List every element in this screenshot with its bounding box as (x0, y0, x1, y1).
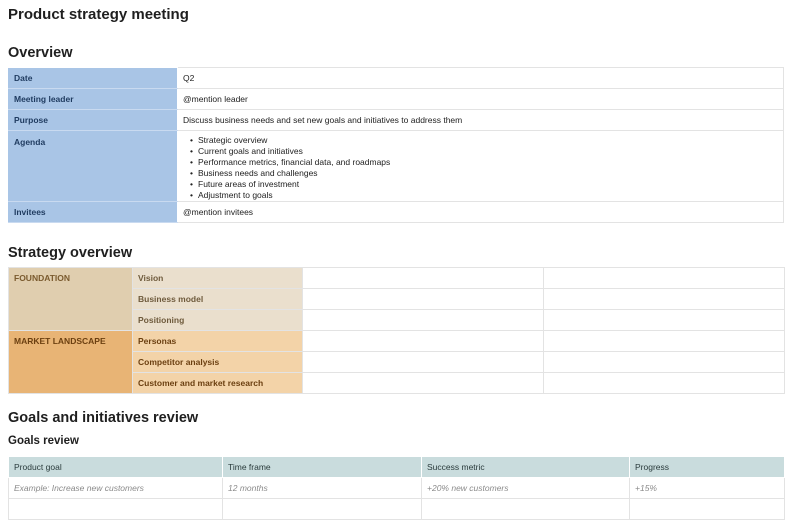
strategy-cell[interactable] (303, 373, 544, 394)
strategy-row (9, 331, 785, 352)
overview-value[interactable]: Q2 (178, 68, 784, 89)
overview-table (8, 67, 784, 223)
strategy-item-personas: Personas (133, 331, 303, 352)
table-cell[interactable]: 12 months (223, 478, 422, 499)
market-landscape-label: MARKET LANDSCAPE (9, 331, 133, 394)
overview-value[interactable]: @mention leader (178, 89, 784, 110)
column-header-success-metric: Success metric (422, 457, 630, 478)
overview-value[interactable]: @mention invitees (178, 202, 784, 223)
strategy-item-customer-market-research: Customer and market research (133, 373, 303, 394)
strategy-cell[interactable] (303, 268, 544, 289)
foundation-label: FOUNDATION (9, 268, 133, 331)
overview-key: Invitees (9, 202, 178, 223)
agenda-list (183, 135, 778, 201)
table-cell[interactable] (223, 499, 422, 520)
agenda-item: • Current goals and initiatives (198, 146, 778, 157)
agenda-item: • Future areas of investment (198, 179, 778, 190)
overview-heading: Overview (8, 45, 73, 61)
overview-row-purpose (9, 110, 784, 131)
table-cell[interactable]: +20% new customers (422, 478, 630, 499)
goals-example-row (9, 478, 785, 499)
page-title: Product strategy meeting (8, 6, 189, 23)
table-cell[interactable] (422, 499, 630, 520)
overview-row-meeting-leader (9, 89, 784, 110)
strategy-cell[interactable] (544, 268, 785, 289)
strategy-cell[interactable] (544, 373, 785, 394)
strategy-item-positioning: Positioning (133, 310, 303, 331)
strategy-cell[interactable] (544, 310, 785, 331)
overview-value[interactable]: Discuss business needs and set new goals and initiatives to address them (178, 110, 784, 131)
overview-row-agenda (9, 131, 784, 202)
strategy-table (8, 267, 785, 394)
goals-header-row (9, 457, 785, 478)
strategy-cell[interactable] (303, 289, 544, 310)
agenda-item: • Adjustment to goals (198, 190, 778, 201)
table-cell[interactable]: Example: Increase new customers (9, 478, 223, 499)
strategy-heading: Strategy overview (8, 245, 133, 261)
strategy-item-competitor-analysis: Competitor analysis (133, 352, 303, 373)
overview-key: Agenda (9, 131, 178, 202)
agenda-item: • Strategic overview (198, 135, 778, 146)
strategy-cell[interactable] (544, 331, 785, 352)
goals-review-table (8, 456, 785, 520)
strategy-cell[interactable] (544, 289, 785, 310)
overview-row-invitees (9, 202, 784, 223)
column-header-progress: Progress (630, 457, 785, 478)
strategy-cell[interactable] (303, 331, 544, 352)
overview-key: Meeting leader (9, 89, 178, 110)
agenda-item: • Business needs and challenges (198, 168, 778, 179)
agenda-cell[interactable] (178, 131, 784, 202)
strategy-cell[interactable] (303, 352, 544, 373)
column-header-time-frame: Time frame (223, 457, 422, 478)
column-header-product-goal: Product goal (9, 457, 223, 478)
overview-key: Purpose (9, 110, 178, 131)
table-cell[interactable] (9, 499, 223, 520)
strategy-cell[interactable] (544, 352, 785, 373)
strategy-row (9, 268, 785, 289)
goals-review-subheading: Goals review (8, 435, 79, 447)
overview-key: Date (9, 68, 178, 89)
strategy-item-vision: Vision (133, 268, 303, 289)
agenda-item: • Performance metrics, financial data, and roadmaps (198, 157, 778, 168)
overview-row-date (9, 68, 784, 89)
goals-heading: Goals and initiatives review (8, 410, 199, 426)
table-cell[interactable]: +15% (630, 478, 785, 499)
strategy-item-business-model: Business model (133, 289, 303, 310)
strategy-cell[interactable] (303, 310, 544, 331)
table-cell[interactable] (630, 499, 785, 520)
goals-empty-row (9, 499, 785, 520)
